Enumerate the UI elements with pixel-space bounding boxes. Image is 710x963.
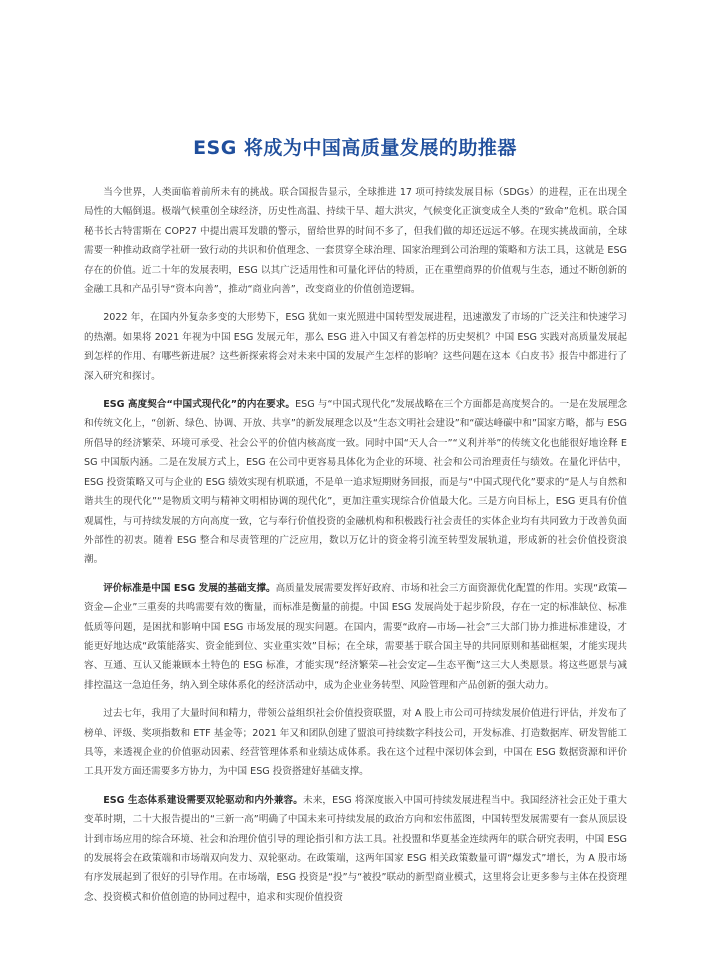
paragraph-6-text: 未来，ESG 将深度嵌入中国可持续发展进程当中。我国经济社会正处于重大变革时期，二十大报告提出的“三新一高”明确了中国未来可持续发展的政治方向和宏伟蓝图，中国转型发展需要有一套从顶层设计到市场应用的综合环境、社会和治理价值引导的理论指引和方法工具。社投盟和华夏基金连续两年的联合研究表明，中国 ESG 的发展将会在政策端和市场端双向发力、双轮驱动。在政策端，这两年国家 ESG 相关政策数量可谓“爆发式”增长，为 A 股市场有序发展起到了很好的引导作用。在市场端，ESG 投资是“投”与“被投”联动的新型商业模式，这里将会让更多参与主体在投资理念、投资模式和价值创造的协同过程中，追求和实现价值投资	[84, 794, 627, 903]
paragraph-4-heading: 评价标准是中国 ESG 发展的基础支撑。	[103, 582, 276, 594]
paragraph-3-text: ESG 与“中国式现代化”发展战略在三个方面都是高度契合的。一是在发展理念和传统文化上，“创新、绿色、协调、开放、共享”的新发展理念以及“生态文明社会建设”和“碳达峰碳中和”国家方略，都与 ESG 所倡导的经济繁荣、环境可承受、社会公平的价值内核高度一致。同时中国“天人合一”“义利并举”的传统文化也能很好地诠释 ESG 中国版内涵。二是在发展方式上，ESG 在公司中更容易具体化为企业的环境、社会和公司治理责任与绩效。在量化评估中，ESG 投资策略又可与企业的 ESG 绩效实现有机联通，不是单一追求短期财务回报，而是与“中国式现代化”要求的“是人与自然和谐共生的现代化”“是物质文明与精神文明相协调的现代化”，更加注重实现综合价值最大化。三是方向目标上，ESG 更具有价值观属性，与可持续发展的方向高度一致，它与奉行价值投资的金融机构和积极践行社会责任的实体企业均有共同致力于改善负面外部性的初衷。随着 ESG 整合和尽责管理的广泛应用，数以万亿计的资金将引流至转型发展轨道，形成新的社会价值投资浪潮。	[84, 399, 627, 566]
paragraph-3	[84, 395, 627, 570]
paragraph-6	[84, 791, 627, 907]
document-title: ESG 将成为中国高质量发展的助推器	[193, 137, 517, 159]
paragraph-1	[84, 183, 627, 299]
document-body	[84, 183, 627, 916]
paragraph-1-text: 当今世界，人类面临着前所未有的挑战。联合国报告显示，全球推进 17 项可持续发展目标（SDGs）的进程，正在出现全局性的大幅倒退。极端气候重创全球经济，历史性高温、持续干旱、超大洪灾，气候变化正演变成全人类的“致命”危机。联合国秘书长古特雷斯在 COP27 中提出震耳发聩的警示，留给世界的时间不多了，但我们做的却还远远不够。在现实挑战面前，全球需要一种推动政商学社研一致行动的共识和价值理念、一套贯穿全球治理、国家治理到公司治理的策略和方法工具，这就是 ESG 存在的价值。近二十年的发展表明，ESG 以其广泛适用性和可量化评估的特质，正在重塑商界的价值观与生态，通过不断创新的金融工具和产品引导“资本向善”，推动“商业向善”，改变商业的价值创造逻辑。	[84, 187, 627, 296]
paragraph-5	[84, 704, 627, 782]
paragraph-4	[84, 579, 627, 695]
paragraph-3-heading: ESG 高度契合“中国式现代化”的内在要求。	[103, 399, 296, 411]
paragraph-2	[84, 308, 627, 386]
paragraph-6-heading: ESG 生态体系建设需要双轮驱动和内外兼容。	[103, 794, 303, 806]
paragraph-5-text: 过去七年，我用了大量时间和精力，带领公益组织社会价值投资联盟，对 A 股上市公司可持续发展价值进行评估，并发布了榜单、评级、奖项指数和 ETF 基金等；2021 年又和团队创建了盟浪可持续数字科技公司，开发标准、打造数据库、研发智能工具等，来透视企业的价值驱动因素、经营管理体系和业绩达成体系。我在这个过程中深切体会到，中国在 ESG 数据资源和评价工具开发方面还需要多方协力，为中国 ESG 投资搭建好基础支撑。	[84, 708, 627, 778]
paragraph-4-text: 高质量发展需要发挥好政府、市场和社会三方面资源优化配置的作用。实现“政策—资金—企业”三重奏的共鸣需要有效的衡量，而标准是衡量的前提。中国 ESG 发展尚处于起步阶段，存在一定的标准缺位、标准低质等问题，是困扰和影响中国 ESG 市场发展的现实问题。在国内，需要“政府—市场—社会”三大部门协力推进标准建设，才能更好地达成“政策能落实、资金能到位、实业重实效”目标；在全球，需要基于联合国主导的共同原则和基础框架，才能实现共容、互通、互认又能兼顾本土特色的 ESG 标准，才能实现“经济繁荣—社会安定—生态平衡”这三大人类愿景。将这些愿景与减排控温这一急迫任务，纳入到全球体系化的经济活动中，成为企业业务转型、风险管理和产品创新的强大动力。	[84, 582, 627, 691]
paragraph-2-text: 2022 年，在国内外复杂多变的大形势下，ESG 犹如一束光照进中国转型发展进程，迅速激发了市场的广泛关注和快速学习的热潮。如果将 2021 年视为中国 ESG 发展元年，那么 ESG 进入中国又有着怎样的历史契机？中国 ESG 实践对高质量发展起到怎样的作用、有哪些新进展？这些新探索将会对未来中国的发展产生怎样的影响？这些问题在这本《白皮书》报告中都进行了深入研究和探讨。	[84, 312, 627, 382]
